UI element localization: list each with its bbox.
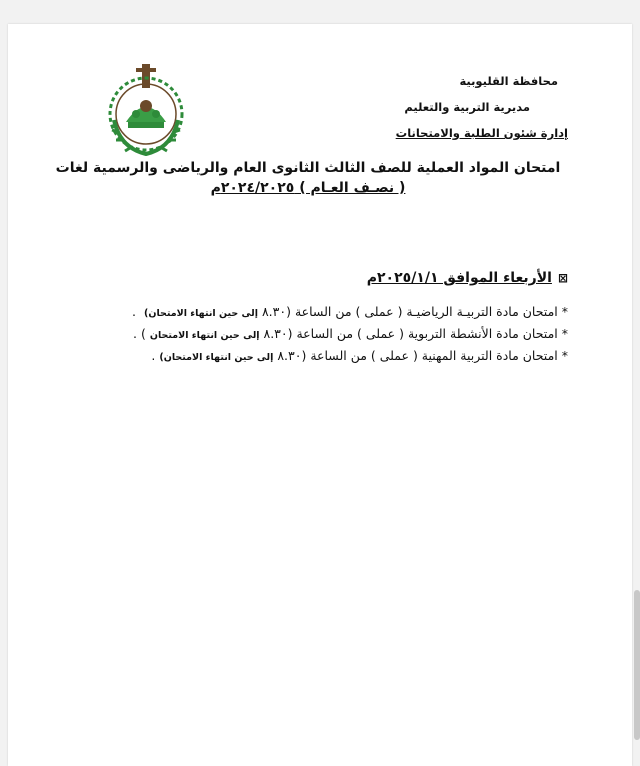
title-line-2: ( نصـف العـام ) ٢٠٢٤/٢٠٢٥م [210, 180, 406, 196]
item-note: إلى حين انتهاء الامتحان [149, 330, 260, 341]
title-line-1: امتحان المواد العملية للصف الثالث الثانوى العام والرياضى والرسمية لغات [55, 160, 561, 176]
bullet-star: * [561, 304, 568, 319]
scrollbar[interactable] [634, 590, 640, 740]
header-block [348, 68, 568, 146]
bullet-star: * [561, 348, 568, 363]
item-note: إلى حين انتهاء الامتحان) [159, 352, 274, 363]
document-page [8, 24, 632, 766]
item-end: . [132, 304, 140, 319]
department-name: إدارة شئون الطلبة والامتحانات [395, 126, 568, 140]
checkbox-icon: ⊠ [557, 271, 568, 285]
list-item [38, 346, 568, 368]
exam-schedule [38, 268, 568, 368]
item-end: ) . [133, 326, 146, 341]
item-text: امتحان مادة التربية المهنية ( عملى ) من الساعة (٨.٣٠ [273, 348, 558, 363]
list-item [38, 324, 568, 346]
exam-date-heading [38, 268, 568, 288]
item-note: إلى حين انتهاء الامتحان) [144, 308, 258, 319]
item-end: . [151, 348, 156, 363]
governorate-name: محافظة القليوبية [459, 74, 558, 88]
bullet-star: * [561, 326, 568, 341]
item-text: امتحان مادة الأنشطة التربوية ( عملى ) من الساعة (٨.٣٠ [259, 326, 558, 341]
item-text: امتحان مادة التربيـة الرياضيـة ( عملى ) من الساعة (٨.٣٠ [257, 304, 558, 319]
directorate-name: مديرية التربية والتعليم [404, 100, 530, 114]
exam-date-label: الأربعاء الموافق ٢٠٢٥/١/١م [366, 270, 552, 286]
document-title [48, 158, 568, 198]
directorate-logo [100, 62, 192, 162]
list-item [38, 302, 568, 324]
